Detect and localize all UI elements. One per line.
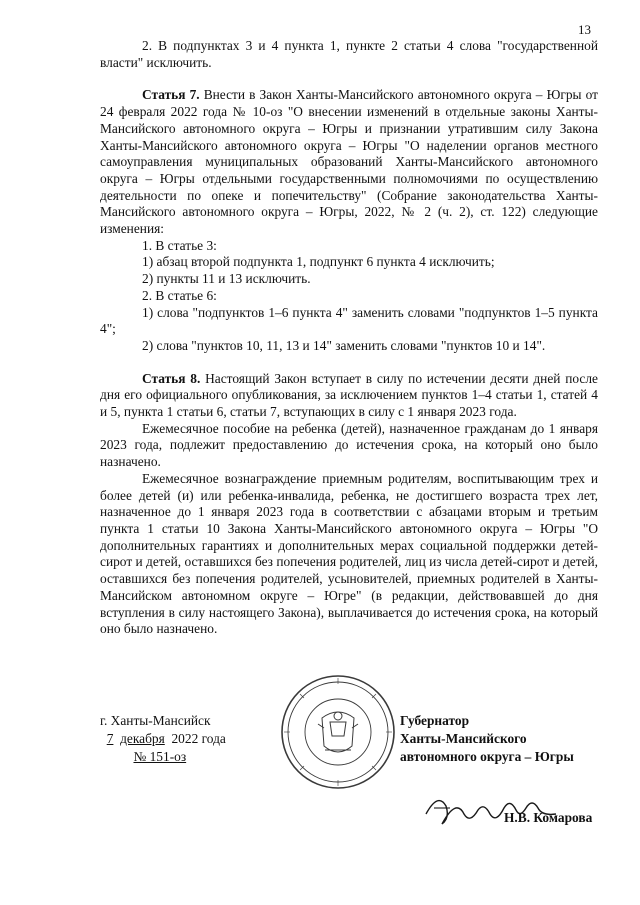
article-7-text: Внести в Закон Ханты-Мансийского автономного округа – Югры от 24 февраля 2022 года № 10-оз "О внесении изменений в отдельные законы Ханты-Мансийского автономного округа – Югры и признании утратившим силу Закона Ханты-Мансийского автономного округа – Югры "О наделении органов местного самоуправления муниципальных образований Ханты-Мансийского автономного округа – Югры отдельными государственными полномочиями по осуществлению деятельности по опеке и попечительству" (Собрание законодательства Ханты-Мансийского автономного округа – Югры, 2022, № 2 (ч. 2), ст. 122) следующие изменения:	[100, 87, 598, 237]
article-8-heading: Статья 8.	[142, 370, 201, 386]
article-8-text: Настоящий Закон вступает в силу по истечении десяти дней после дня его официального опубликования, за исключением пунктов 1–4 статьи 1, статей 4 и 5, пункта 1 статьи 6, статьи 7, вступающих в силу с 1 января 2023 года.	[100, 370, 598, 420]
paragraph: Ежемесячное пособие на ребенка (детей), назначенное гражданам до 1 января 2023 года, подлежит предоставлению до истечения срока, на который оно было назначено.	[100, 420, 598, 470]
paragraph: 2. В подпунктах 3 и 4 пункта 1, пункте 2 статьи 4 слова "государственной власти" исключить.	[100, 38, 598, 70]
paragraph: 1) абзац второй подпункта 1, подпункт 6 пункта 4 исключить;	[142, 254, 495, 270]
paragraph: Ежемесячное вознаграждение приемным родителям, воспитывающим трех и более детей (и) или ребенка-инвалида, ребенка, не достигшего возраста трех лет, назначенное до 1 января 2023 года в соответствии с абзацами вторым и третьим пункта 1 статьи 10 Закона Ханты-Мансийского автономного округа – Югры "О дополнительных гарантиях и дополнительных мерах социальной поддержки детей-сирот и детей, оставшихся без попечения родителей, лиц из числа детей-сирот и детей, оставшихся без попечения родителей, усыновителей, приемных родителей в Ханты-Мансийском автономном округе – Югре" (в редакции, действовавшей до дня вступления в силу настоящего Закона), выплачивается до истечения срока, на который оно было назначено.	[100, 470, 599, 637]
law-number: № 151-оз	[133, 749, 187, 764]
signing-date	[100, 730, 226, 748]
governor-title-line-3: автономного округа – Югры	[400, 749, 574, 764]
official-seal-icon	[278, 672, 398, 792]
paragraph: 2) пункты 11 и 13 исключить.	[142, 271, 311, 287]
article-7-paragraph	[100, 87, 598, 237]
place-and-date	[100, 712, 226, 766]
date-month: декабря	[120, 731, 165, 746]
paragraph: 1. В статье 3:	[142, 237, 217, 253]
signature-icon	[420, 784, 560, 834]
article-7-heading: Статья 7.	[142, 87, 200, 103]
governor-title-line-1: Губернатор	[400, 713, 470, 728]
law-number-line	[100, 748, 226, 766]
date-day: 7	[106, 731, 114, 746]
governor-title-line-2: Ханты-Мансийского	[400, 731, 527, 746]
city: г. Ханты-Мансийск	[100, 713, 211, 728]
article-8-paragraph	[100, 371, 598, 421]
governor-title	[400, 712, 574, 766]
document-body	[100, 38, 598, 638]
paragraph: 1) слова "подпунктов 1–6 пункта 4" заменить словами "подпунктов 1–5 пункта 4";	[100, 304, 598, 337]
signature-block	[100, 712, 620, 862]
date-year: 2022 года	[171, 731, 226, 746]
paragraph: 2. В статье 6:	[142, 287, 217, 303]
governor-name: Н.В. Комарова	[504, 810, 593, 825]
paragraph: 2) слова "пунктов 10, 11, 13 и 14" заменить словами "пунктов 10 и 14".	[142, 337, 546, 353]
page-number: 13	[578, 22, 591, 37]
